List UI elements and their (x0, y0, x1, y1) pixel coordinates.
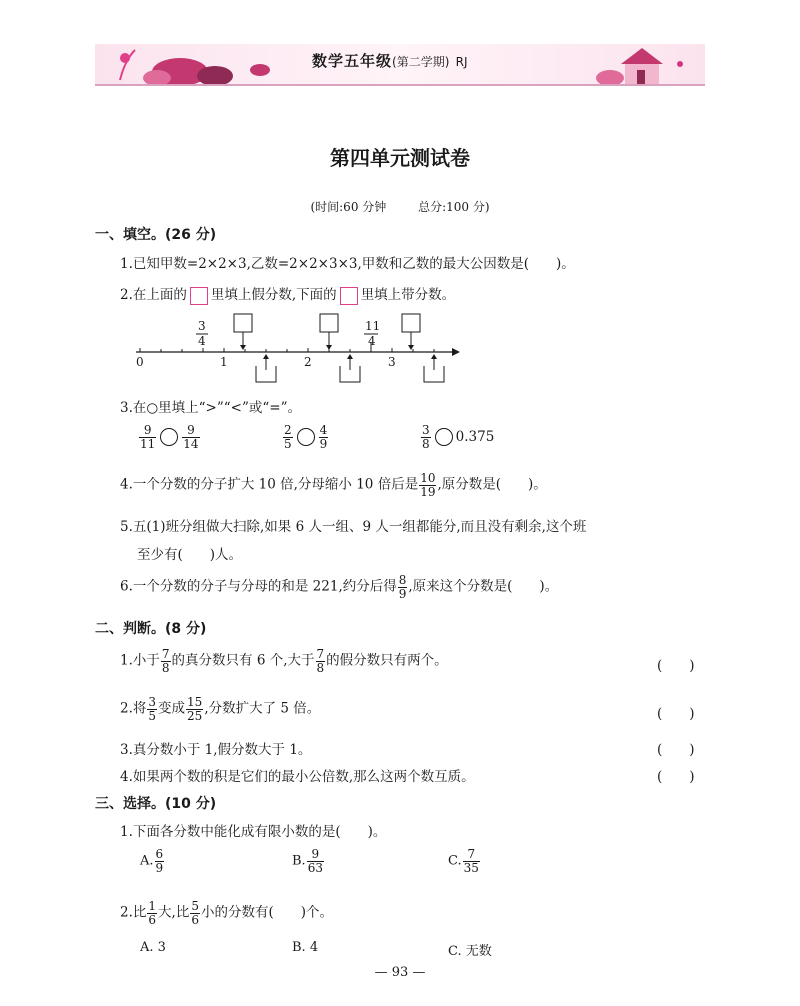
fill-q3-item-b (282, 424, 329, 450)
compare-circle-icon (435, 428, 453, 446)
choice-q1-option-b (292, 848, 325, 874)
judge-q2-text-c: ,分数扩大了 5 倍。 (204, 700, 321, 717)
fraction-denominator: 25 (187, 708, 203, 723)
pink-box-icon (190, 287, 208, 305)
fill-q5-line2: 至少有( )人。 (137, 547, 243, 563)
header-edition: RJ (455, 55, 468, 69)
fraction-denominator: 8 (161, 660, 170, 675)
choice-q2-text-c: 小的分数有( )个。 (200, 904, 334, 921)
judge-q2 (120, 696, 320, 722)
choice-q2-option-b: B. 4 (292, 940, 319, 955)
fraction-denominator: 4 (368, 334, 376, 348)
fill-q2-text-a: 2.在上面的 (120, 287, 187, 303)
fraction-numerator: 7 (316, 647, 325, 661)
judge-q1-text-c: 的假分数只有两个。 (326, 652, 448, 669)
answer-box-below (424, 354, 444, 382)
tick-label: 0 (136, 355, 144, 369)
tick-label: 3 (388, 355, 396, 369)
fraction-numerator: 3 (198, 319, 206, 333)
fraction-denominator: 14 (183, 436, 199, 451)
fill-q4-text-a: 4.一个分数的分子扩大 10 倍,分母缩小 10 倍后是 (120, 476, 419, 493)
fraction-numerator: 11 (365, 319, 381, 333)
choice-q2 (120, 900, 333, 926)
fill-q3-item-a (138, 424, 201, 450)
fraction-numerator: 9 (139, 424, 156, 438)
fill-q5-line1: 5.五(1)班分组做大扫除,如果 6 人一组、9 人一组都能分,而且没有剩余,这个班 (120, 519, 587, 535)
judge-q1-text-b: 的真分数只有 6 个,大于 (171, 652, 315, 669)
header-title (312, 50, 468, 71)
tick-label: 2 (304, 355, 312, 369)
fraction-denominator: 9 (319, 436, 328, 451)
option-letter: C. (448, 853, 462, 869)
section-choice-heading: 三、选择。(10 分) (95, 796, 217, 812)
fraction-denominator: 8 (422, 436, 430, 451)
fraction-numerator: 8 (398, 573, 407, 587)
judge-q3: 3.真分数小于 1,假分数大于 1。 (120, 742, 312, 758)
fraction-numerator: 15 (187, 695, 203, 709)
fill-q6-text-a: 6.一个分数的分子与分母的和是 221,约分后得 (120, 578, 397, 595)
fraction-denominator: 5 (148, 708, 157, 723)
exam-meta (0, 198, 800, 215)
header-rule (95, 84, 705, 86)
fraction-denominator: 63 (307, 860, 323, 875)
fill-q4 (120, 472, 547, 498)
fill-q4-text-b: ,原分数是( )。 (437, 476, 547, 493)
fraction-denominator: 6 (191, 912, 199, 927)
answer-box-above (402, 314, 420, 350)
pink-box-icon (340, 287, 358, 305)
fraction-numerator: 6 (155, 847, 164, 861)
fraction-denominator: 9 (155, 860, 164, 875)
page-number: — 93 — (374, 965, 426, 980)
fraction-denominator: 11 (140, 436, 156, 451)
fraction-denominator: 4 (198, 334, 206, 348)
choice-q2-text-a: 2.比 (120, 904, 147, 921)
answer-box-above (234, 314, 252, 350)
choice-q2-text-b: 大,比 (158, 904, 190, 921)
fraction-numerator: 2 (284, 423, 292, 437)
judge-q2-text-b: 变成 (158, 700, 186, 717)
exam-score: 总分:100 分) (418, 200, 490, 214)
choice-q2-option-c: C. 无数 (448, 944, 492, 959)
fill-q1: 1.已知甲数=2×2×3,乙数=2×2×3×3,甲数和乙数的最大公因数是( )。 (120, 256, 575, 272)
judge-q2-text-a: 2.将 (120, 700, 147, 717)
fraction-numerator: 3 (148, 695, 157, 709)
fraction-numerator: 3 (422, 423, 430, 437)
choice-q2-option-a: A. 3 (140, 940, 166, 955)
fraction-numerator: 7 (463, 848, 480, 862)
answer-box-below (340, 354, 360, 382)
option-letter: A. (140, 853, 154, 869)
answer-paren: ( ) (657, 658, 695, 674)
tick-label: 1 (220, 355, 228, 369)
fraction-denominator: 5 (284, 436, 292, 451)
fraction-denominator: 6 (148, 912, 157, 927)
fraction-numerator: 9 (182, 424, 199, 438)
fill-q2 (120, 283, 455, 305)
judge-q4: 4.如果两个数的积是它们的最小公倍数,那么这两个数互质。 (120, 769, 475, 785)
fill-q6 (120, 574, 558, 600)
section-fill-heading: 一、填空。(26 分) (95, 227, 217, 243)
fraction-numerator: 10 (420, 471, 436, 485)
fill-q2-text-c: 里填上带分数。 (360, 287, 456, 303)
fraction-denominator: 19 (420, 484, 436, 499)
fill-q3-item-c (420, 424, 494, 450)
answer-box-below (256, 354, 276, 382)
option-letter: B. (292, 853, 306, 869)
fraction-numerator: 4 (319, 423, 328, 437)
judge-q1 (120, 648, 448, 674)
choice-q1-option-a (140, 848, 165, 874)
answer-box-above (320, 314, 338, 350)
fill-q2-text-b: 里填上假分数,下面的 (210, 287, 337, 303)
header-subject: 数学五年级 (312, 52, 393, 70)
section-judge-heading: 二、判断。(8 分) (95, 621, 207, 637)
choice-q1: 1.下面各分数中能化成有限小数的是( )。 (120, 824, 387, 840)
fill-q3: 3.在○里填上“>”“<”或“=”。 (120, 400, 302, 416)
header-term: (第二学期) (392, 55, 450, 69)
fraction-numerator: 9 (307, 848, 324, 862)
exam-time: (时间:60 分钟 (310, 200, 387, 214)
answer-paren: ( ) (657, 706, 695, 722)
decimal-value: 0.375 (455, 429, 495, 446)
page-title: 第四单元测试卷 (330, 146, 470, 170)
fraction-denominator: 8 (316, 660, 325, 675)
number-line (130, 312, 470, 392)
fraction-numerator: 7 (161, 647, 170, 661)
fraction-denominator: 35 (463, 860, 479, 875)
answer-paren: ( ) (657, 742, 695, 758)
fraction-numerator: 5 (191, 899, 199, 913)
fraction-numerator: 1 (148, 899, 157, 913)
judge-q1-text-a: 1.小于 (120, 652, 160, 669)
compare-circle-icon (297, 428, 315, 446)
answer-paren: ( ) (657, 769, 695, 785)
fill-q6-text-b: ,原来这个分数是( )。 (408, 578, 559, 595)
choice-q1-option-c (448, 848, 481, 874)
compare-circle-icon (160, 428, 178, 446)
fraction-denominator: 9 (398, 586, 407, 601)
